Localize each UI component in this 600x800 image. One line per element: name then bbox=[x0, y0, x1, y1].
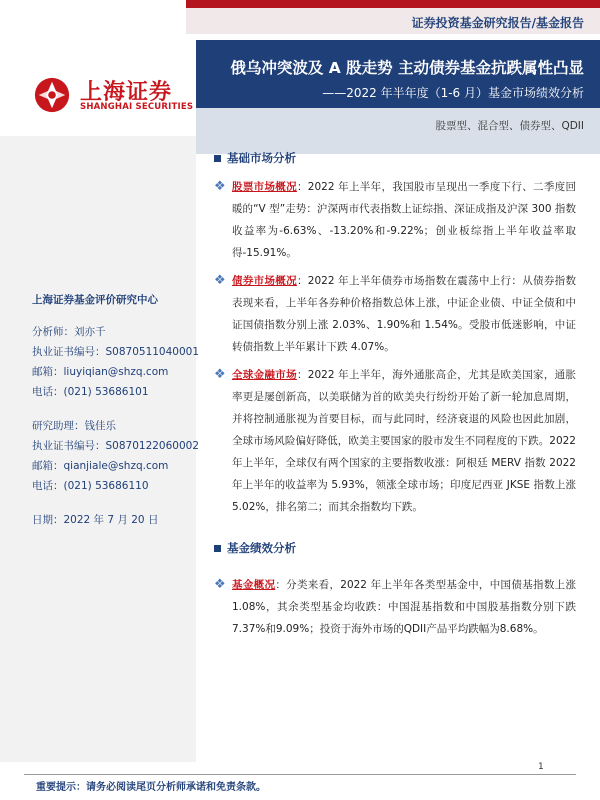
assistant-email: 邮箱：qianjiale@shzq.com bbox=[32, 460, 169, 472]
shanghai-securities-logo-icon bbox=[33, 76, 71, 114]
report-type-label: 证券投资基金研究报告/基金报告 bbox=[186, 8, 600, 34]
assistant-license: 执业证书编号：S0870122060002 bbox=[32, 440, 200, 452]
analyst-name: 分析师：刘亦千 bbox=[32, 326, 106, 338]
bullet-title: 股票市场概况 bbox=[232, 181, 297, 193]
square-bullet-icon bbox=[214, 545, 221, 552]
bullet-title: 全球金融市场 bbox=[232, 369, 297, 381]
disclaimer-note: 重要提示：请务必阅读尾页分析师承诺和免责条款。 bbox=[36, 782, 266, 793]
section-title: 基础市场分析 bbox=[227, 151, 296, 165]
bullet-body: ：2022 年上半年债券市场指数在震荡中上行：从债券指数表现来看，上半年各券种价格指数总体上涨，中证企业债、中证全债和中证国债指数分别上涨 2.03%、1.90%和 1.54%。受股市低迷影响，中证转债指数上半年累计下跌 4.07%。 bbox=[232, 275, 576, 353]
fund-type-tags: 股票型、混合型、债券型、QDII bbox=[435, 120, 584, 132]
top-accent-bar bbox=[186, 0, 600, 8]
bullet-title: 债券市场概况 bbox=[232, 275, 297, 287]
logo-name-en: SHANGHAI SECURITIES bbox=[80, 102, 194, 112]
list-item bbox=[214, 364, 576, 518]
analyst-license: 执业证书编号：S0870511040001 bbox=[32, 346, 200, 358]
page-number: 1 bbox=[538, 762, 544, 772]
list-item bbox=[214, 176, 576, 264]
square-bullet-icon bbox=[214, 155, 221, 162]
list-item bbox=[214, 270, 576, 358]
bullet-title: 基金概况 bbox=[232, 579, 276, 591]
research-center-name: 上海证券基金评价研究中心 bbox=[32, 294, 158, 306]
section-title: 基金绩效分析 bbox=[227, 541, 296, 555]
diamond-bullet-icon: ❖ bbox=[214, 179, 226, 194]
report-title: 俄乌冲突波及 A 股走势 主动债券基金抗跌属性凸显 bbox=[230, 59, 584, 77]
logo-name-cn: 上海证券 bbox=[80, 80, 173, 105]
footer-divider bbox=[24, 774, 576, 775]
bullet-body: ：2022 年上半年，我国股市呈现出一季度下行、二季度回暖的“V 型”走势：沪深两市代表指数上证综指、深证成指及沪深 300 指数收益率为-6.63%、-13.20%和-9.22%；创业板综指上半年收益率取得-15.91%。 bbox=[232, 181, 576, 259]
section-heading bbox=[214, 146, 576, 170]
analyst-phone: 电话：(021) 53686101 bbox=[32, 386, 149, 398]
main-content bbox=[214, 146, 576, 640]
assistant-phone: 电话：(021) 53686110 bbox=[32, 480, 149, 492]
diamond-bullet-icon: ❖ bbox=[214, 577, 226, 592]
bullet-body: ：分类来看，2022 年上半年各类型基金中，中国债基指数上涨1.08%，其余类型基金均收跌：中国混基指数和中国股基指数分别下跌7.37%和9.09%；投资于海外市场的QDII产品平均跌幅为8.68%。 bbox=[232, 579, 577, 635]
analyst-email: 邮箱：liuyiqian@shzq.com bbox=[32, 366, 169, 378]
report-subtitle: ——2022 年半年度（1-6 月）基金市场绩效分析 bbox=[322, 86, 584, 100]
assistant-name: 研究助理：钱佳乐 bbox=[32, 420, 116, 432]
diamond-bullet-icon: ❖ bbox=[214, 273, 226, 288]
section-heading bbox=[214, 536, 576, 560]
diamond-bullet-icon: ❖ bbox=[214, 367, 226, 382]
list-item bbox=[214, 574, 576, 640]
bullet-body: ：2022 年上半年，海外通胀高企，尤其是欧美国家，通胀率更是屡创新高，以美联储为首的欧美央行纷纷开始了新一轮加息周期，并将控制通胀视为首要目标，而与此同时，经济衰退的风险也因此加剧，全球市场风险偏好降低，欧美主要国家的股市发生不同程度的下跌。2022 年上半年，全球仅有两个国家的主要指数收涨：阿根廷 MERV 指数 2022 年上半年的收益率为 5.93%，领涨全球市场；印度尼西亚 JKSE 指数上涨 5.02%，排名第二；而其余指数均下跌。 bbox=[232, 369, 576, 513]
analyst-sidebar bbox=[32, 290, 200, 530]
report-date: 日期：2022 年 7 月 20 日 bbox=[32, 514, 159, 526]
